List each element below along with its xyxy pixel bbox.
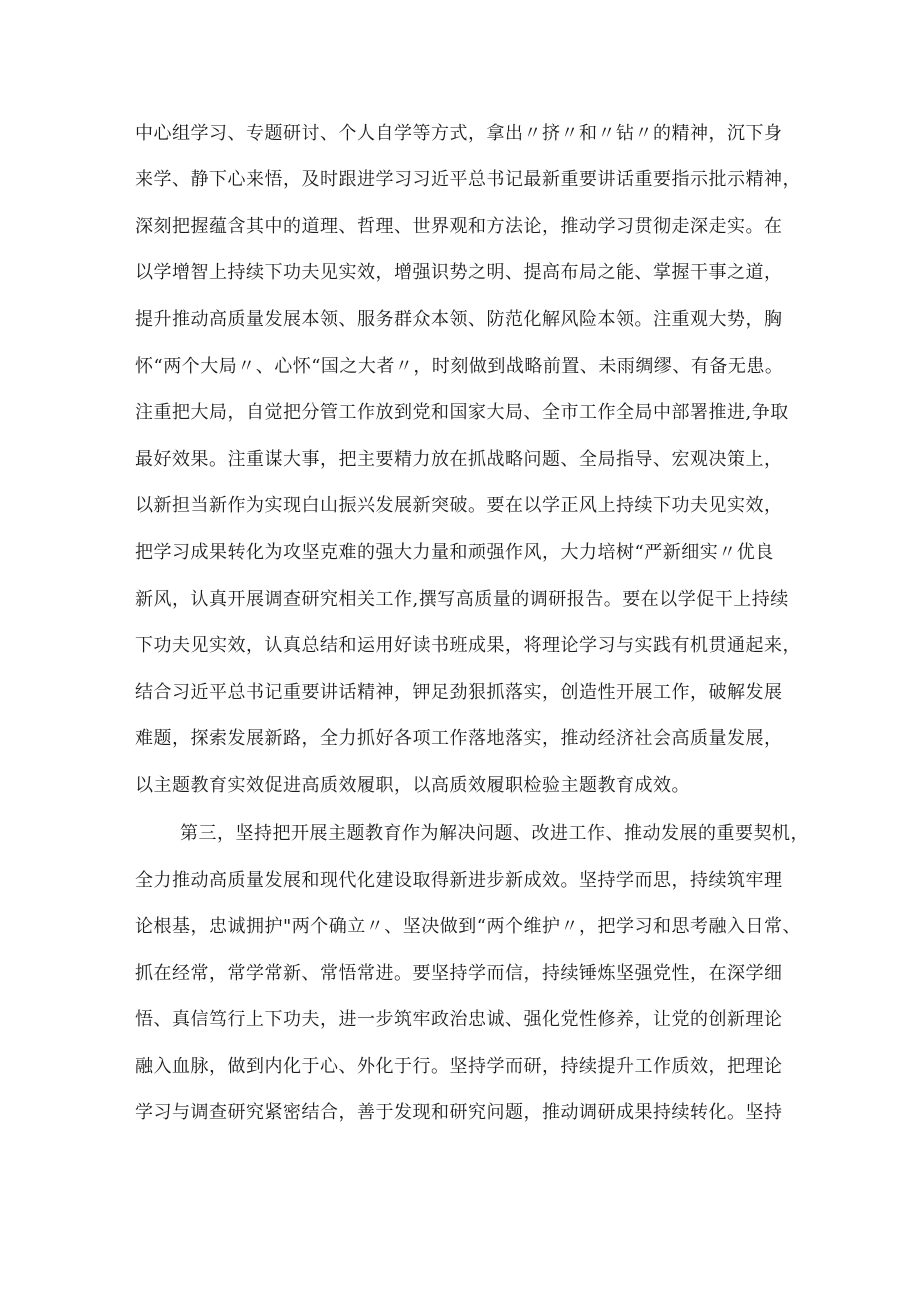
paragraph-first-line: 第三，坚持把开展主题教育作为解决问题、改进工作、推动发展的重要契机， xyxy=(180,823,809,844)
text-line: 来学、静下心来悟，及时跟进学习习近平总书记最新重要讲话重要指示批示精神， xyxy=(135,169,801,190)
text-line: 注重把大局，自觉把分管工作放到党和国家大局、全市工作全局中部署推进,争取 xyxy=(135,402,789,423)
text-line: 最好效果。注重谋大事，把主要精力放在抓战略问题、全局指导、宏观决策上， xyxy=(135,449,783,470)
text-line: 深刻把握蕴含其中的道理、哲理、世界观和方法论，推动学习贯彻走深走实。在 xyxy=(135,216,783,237)
text-line: 论根基，忠诚拥护"两个确立〃、坚决做到“两个维护〃，把学习和思考融入日常、 xyxy=(135,916,801,937)
text-line: 中心组学习、专题研讨、个人自学等方式，拿出〃挤〃和〃钻〃的精神，沉下身 xyxy=(135,123,783,144)
text-line: 下功夫见实效，认真总结和运用好读书班成果，将理论学习与实践有机贯通起来， xyxy=(135,635,801,656)
text-line: 把学习成果转化为攻坚克难的强大力量和顽强作风，大力培树“严新细实〃优良 xyxy=(135,542,774,563)
text-line: 怀“两个大局〃、心怀“国之大者〃，时刻做到战略前置、未雨绸缪、有备无患。 xyxy=(135,356,784,377)
text-line: 融入血脉，做到内化于心、外化于行。坚持学而研，持续提升工作质效，把理论 xyxy=(135,1056,783,1077)
text-line: 新风，认真开展调查研究相关工作,撰写高质量的调研报告。要在以学促干上持续 xyxy=(135,589,789,610)
text-line: 结合习近平总书记重要讲话精神，钾足劲狠抓落实，创造性开展工作，破解发展 xyxy=(135,682,783,703)
text-line: 以主题教育实效促进高质效履职，以高质效履职检验主题教育成效。 xyxy=(135,775,690,796)
text-line: 学习与调查研究紧密结合，善于发现和研究问题，推动调研成果持续转化。坚持 xyxy=(135,1102,783,1123)
text-line: 抓在经常，常学常新、常悟常进。要坚持学而信，持续锤炼坚强党性，在深学细 xyxy=(135,963,783,984)
text-line: 难题，探索发展新路，全力抓好各项工作落地落实，推动经济社会高质量发展， xyxy=(135,728,783,749)
text-line: 提升推动高质量发展本领、服务群众本领、防范化解风险本领。注重观大势，胸 xyxy=(135,309,783,330)
text-line: 悟、真信笃行上下功夫，进一步筑牢政治忠诚、强化党性修养，让党的创新理论 xyxy=(135,1009,783,1030)
text-line: 全力推动高质量发展和现代化建设取得新进步新成效。坚持学而思，持续筑牢理 xyxy=(135,870,783,891)
text-line: 以学增智上持续下功夫见实效，增强识势之明、提高布局之能、掌握干事之道， xyxy=(135,262,783,283)
text-line: 以新担当新作为实现白山振兴发展新突破。要在以学正风上持续下功夫见实效， xyxy=(135,495,783,516)
